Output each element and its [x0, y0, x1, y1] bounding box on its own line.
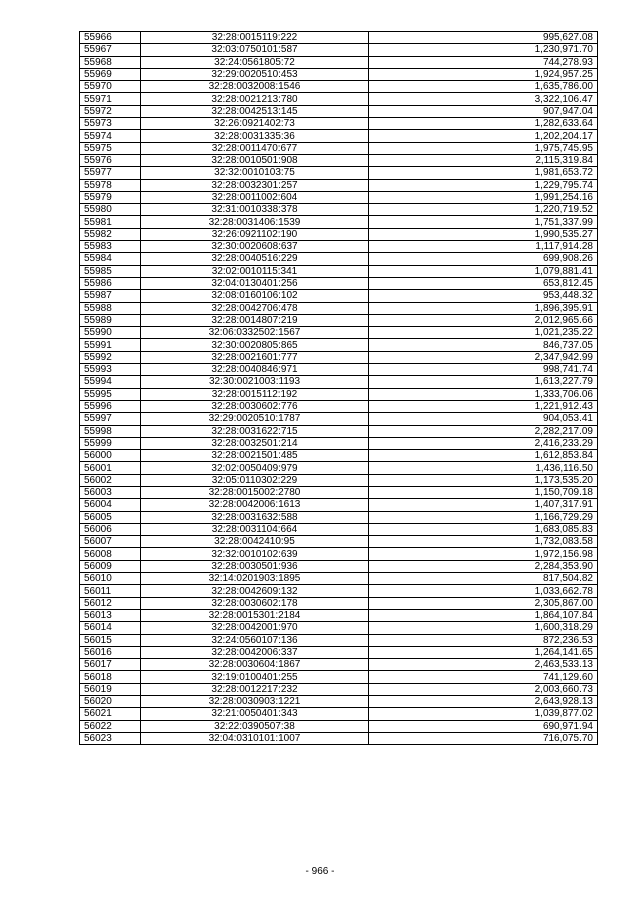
table-row — [80, 683, 598, 695]
row-id-cell: 55998 — [80, 425, 141, 437]
row-id-cell: 56006 — [80, 523, 141, 535]
cadastral-code-cell: 32:28:0015119:222 — [141, 32, 369, 44]
amount-cell: 2,012,965.66 — [369, 314, 598, 326]
amount-cell: 2,463,533.13 — [369, 659, 598, 671]
cadastral-code-cell: 32:28:0031335:36 — [141, 130, 369, 142]
amount-cell: 2,347,942.99 — [369, 351, 598, 363]
table-row — [80, 732, 598, 744]
row-id-cell: 55982 — [80, 228, 141, 240]
row-id-cell: 55985 — [80, 265, 141, 277]
row-id-cell: 55966 — [80, 32, 141, 44]
cadastral-code-cell: 32:14:0201903:1895 — [141, 573, 369, 585]
cadastral-code-cell: 32:08:0160106:102 — [141, 290, 369, 302]
cadastral-code-cell: 32:05:0110302:229 — [141, 474, 369, 486]
amount-cell: 872,236.53 — [369, 634, 598, 646]
row-id-cell: 56010 — [80, 573, 141, 585]
table-row — [80, 290, 598, 302]
amount-cell: 1,220,719.52 — [369, 204, 598, 216]
cadastral-code-cell: 32:24:0561805:72 — [141, 56, 369, 68]
table-row — [80, 167, 598, 179]
cadastral-code-cell: 32:32:0010102:639 — [141, 548, 369, 560]
cadastral-code-cell: 32:28:0021501:485 — [141, 450, 369, 462]
amount-cell: 1,990,535.27 — [369, 228, 598, 240]
cadastral-code-cell: 32:28:0030604:1867 — [141, 659, 369, 671]
table-row — [80, 450, 598, 462]
table-row — [80, 265, 598, 277]
amount-cell: 998,741.74 — [369, 364, 598, 376]
cadastral-code-cell: 32:28:0010501:908 — [141, 154, 369, 166]
amount-cell: 1,033,662.78 — [369, 585, 598, 597]
row-id-cell: 56003 — [80, 486, 141, 498]
amount-cell: 1,117,914.28 — [369, 241, 598, 253]
amount-cell: 1,896,395.91 — [369, 302, 598, 314]
row-id-cell: 55993 — [80, 364, 141, 376]
cadastral-code-cell: 32:28:0042706:478 — [141, 302, 369, 314]
row-id-cell: 55978 — [80, 179, 141, 191]
table-row — [80, 486, 598, 498]
row-id-cell: 56017 — [80, 659, 141, 671]
row-id-cell: 55994 — [80, 376, 141, 388]
cadastral-code-cell: 32:30:0021003:1193 — [141, 376, 369, 388]
amount-cell: 1,751,337.99 — [369, 216, 598, 228]
table-row — [80, 130, 598, 142]
amount-cell: 741,129.60 — [369, 671, 598, 683]
table-row — [80, 302, 598, 314]
cadastral-code-cell: 32:28:0042513:145 — [141, 105, 369, 117]
table-row — [80, 277, 598, 289]
table-row — [80, 622, 598, 634]
row-id-cell: 56020 — [80, 696, 141, 708]
row-id-cell: 56012 — [80, 597, 141, 609]
table-row — [80, 364, 598, 376]
cadastral-code-cell: 32:26:0921102:190 — [141, 228, 369, 240]
cadastral-code-cell: 32:28:0040516:229 — [141, 253, 369, 265]
cadastral-code-cell: 32:28:0031104:664 — [141, 523, 369, 535]
amount-cell: 653,812.45 — [369, 277, 598, 289]
cadastral-code-cell: 32:28:0040846:971 — [141, 364, 369, 376]
row-id-cell: 55983 — [80, 241, 141, 253]
table-row — [80, 720, 598, 732]
amount-cell: 744,278.93 — [369, 56, 598, 68]
cadastral-code-cell: 32:28:0015112:192 — [141, 388, 369, 400]
amount-cell: 2,003,660.73 — [369, 683, 598, 695]
row-id-cell: 55968 — [80, 56, 141, 68]
table-row — [80, 388, 598, 400]
cadastral-code-cell: 32:28:0042001:970 — [141, 622, 369, 634]
amount-cell: 1,635,786.00 — [369, 81, 598, 93]
amount-cell: 1,991,254.16 — [369, 191, 598, 203]
row-id-cell: 55979 — [80, 191, 141, 203]
cadastral-code-cell: 32:04:0310101:1007 — [141, 732, 369, 744]
table-row — [80, 327, 598, 339]
cadastral-code-cell: 32:28:0021601:777 — [141, 351, 369, 363]
cadastral-code-cell: 32:28:0015002:2780 — [141, 486, 369, 498]
cadastral-code-cell: 32:32:0010103:75 — [141, 167, 369, 179]
table-row — [80, 413, 598, 425]
amount-cell: 1,612,853.84 — [369, 450, 598, 462]
amount-cell: 817,504.82 — [369, 573, 598, 585]
row-id-cell: 56013 — [80, 609, 141, 621]
amount-cell: 2,643,928.13 — [369, 696, 598, 708]
cadastral-code-cell: 32:31:0010338:378 — [141, 204, 369, 216]
amount-cell: 2,115,319.84 — [369, 154, 598, 166]
row-id-cell: 56022 — [80, 720, 141, 732]
row-id-cell: 55992 — [80, 351, 141, 363]
row-id-cell: 55977 — [80, 167, 141, 179]
row-id-cell: 56018 — [80, 671, 141, 683]
amount-cell: 1,166,729.29 — [369, 511, 598, 523]
row-id-cell: 55971 — [80, 93, 141, 105]
row-id-cell: 55975 — [80, 142, 141, 154]
data-table — [79, 31, 598, 745]
amount-cell: 1,407,317.91 — [369, 499, 598, 511]
amount-cell: 2,305,867.00 — [369, 597, 598, 609]
table-row — [80, 216, 598, 228]
cadastral-code-cell: 32:28:0011002:604 — [141, 191, 369, 203]
amount-cell: 1,173,535.20 — [369, 474, 598, 486]
cadastral-code-cell: 32:30:0020608:637 — [141, 241, 369, 253]
table-row — [80, 314, 598, 326]
amount-cell: 1,924,957.25 — [369, 68, 598, 80]
cadastral-code-cell: 32:28:0032008:1546 — [141, 81, 369, 93]
row-id-cell: 55995 — [80, 388, 141, 400]
row-id-cell: 55976 — [80, 154, 141, 166]
table-row — [80, 573, 598, 585]
cadastral-code-cell: 32:02:0050409:979 — [141, 462, 369, 474]
cadastral-code-cell: 32:03:0750101:587 — [141, 44, 369, 56]
cadastral-code-cell: 32:29:0020510:1787 — [141, 413, 369, 425]
amount-cell: 1,079,881.41 — [369, 265, 598, 277]
row-id-cell: 56001 — [80, 462, 141, 474]
cadastral-code-cell: 32:28:0042609:132 — [141, 585, 369, 597]
amount-cell: 3,322,106.47 — [369, 93, 598, 105]
amount-cell: 1,150,709.18 — [369, 486, 598, 498]
amount-cell: 1,229,795.74 — [369, 179, 598, 191]
table-row — [80, 511, 598, 523]
table-row — [80, 696, 598, 708]
row-id-cell: 55990 — [80, 327, 141, 339]
row-id-cell: 56000 — [80, 450, 141, 462]
table-row — [80, 400, 598, 412]
table-row — [80, 536, 598, 548]
amount-cell: 1,021,235.22 — [369, 327, 598, 339]
row-id-cell: 55991 — [80, 339, 141, 351]
amount-cell: 995,627.08 — [369, 32, 598, 44]
table-row — [80, 118, 598, 130]
row-id-cell: 55970 — [80, 81, 141, 93]
cadastral-code-cell: 32:28:0012217:232 — [141, 683, 369, 695]
row-id-cell: 55996 — [80, 400, 141, 412]
table-row — [80, 93, 598, 105]
row-id-cell: 55999 — [80, 437, 141, 449]
table-row — [80, 44, 598, 56]
table-row — [80, 474, 598, 486]
amount-cell: 904,053.41 — [369, 413, 598, 425]
amount-cell: 1,221,912.43 — [369, 400, 598, 412]
cadastral-code-cell: 32:06:0332502:1567 — [141, 327, 369, 339]
row-id-cell: 56009 — [80, 560, 141, 572]
row-id-cell: 56021 — [80, 708, 141, 720]
amount-cell: 1,613,227.79 — [369, 376, 598, 388]
amount-cell: 953,448.32 — [369, 290, 598, 302]
table-row — [80, 462, 598, 474]
cadastral-code-cell: 32:28:0031622:715 — [141, 425, 369, 437]
cadastral-code-cell: 32:21:0050401:343 — [141, 708, 369, 720]
amount-cell: 1,981,653.72 — [369, 167, 598, 179]
amount-cell: 1,333,706.06 — [369, 388, 598, 400]
cadastral-code-cell: 32:02:0010115:341 — [141, 265, 369, 277]
cadastral-code-cell: 32:28:0011470:677 — [141, 142, 369, 154]
row-id-cell: 55988 — [80, 302, 141, 314]
amount-cell: 1,202,204.17 — [369, 130, 598, 142]
table-row — [80, 708, 598, 720]
cadastral-code-cell: 32:26:0921402:73 — [141, 118, 369, 130]
page-number: - 966 - — [305, 866, 335, 877]
row-id-cell: 56015 — [80, 634, 141, 646]
row-id-cell: 55974 — [80, 130, 141, 142]
row-id-cell: 56002 — [80, 474, 141, 486]
table-row — [80, 499, 598, 511]
row-id-cell: 55973 — [80, 118, 141, 130]
cadastral-code-cell: 32:28:0042006:1613 — [141, 499, 369, 511]
cadastral-code-cell: 32:28:0014807:219 — [141, 314, 369, 326]
cadastral-code-cell: 32:28:0042410:95 — [141, 536, 369, 548]
amount-cell: 1,972,156.98 — [369, 548, 598, 560]
table-row — [80, 68, 598, 80]
cadastral-code-cell: 32:28:0030602:776 — [141, 400, 369, 412]
row-id-cell: 55967 — [80, 44, 141, 56]
amount-cell: 1,039,877.02 — [369, 708, 598, 720]
row-id-cell: 55984 — [80, 253, 141, 265]
row-id-cell: 56014 — [80, 622, 141, 634]
cadastral-code-cell: 32:22:0390507:38 — [141, 720, 369, 732]
table-row — [80, 56, 598, 68]
amount-cell: 2,284,353.90 — [369, 560, 598, 572]
cadastral-code-cell: 32:28:0030501:936 — [141, 560, 369, 572]
cadastral-code-cell: 32:30:0020805:865 — [141, 339, 369, 351]
row-id-cell: 55987 — [80, 290, 141, 302]
amount-cell: 1,600,318.29 — [369, 622, 598, 634]
table-row — [80, 523, 598, 535]
amount-cell: 1,264,141.65 — [369, 646, 598, 658]
table-row — [80, 671, 598, 683]
amount-cell: 690,971.94 — [369, 720, 598, 732]
amount-cell: 2,282,217.09 — [369, 425, 598, 437]
amount-cell: 1,864,107.84 — [369, 609, 598, 621]
cadastral-code-cell: 32:28:0031406:1539 — [141, 216, 369, 228]
row-id-cell: 55997 — [80, 413, 141, 425]
row-id-cell: 55986 — [80, 277, 141, 289]
table-row — [80, 81, 598, 93]
table-row — [80, 32, 598, 44]
row-id-cell: 56007 — [80, 536, 141, 548]
row-id-cell: 56019 — [80, 683, 141, 695]
amount-cell: 1,282,633.64 — [369, 118, 598, 130]
table-row — [80, 560, 598, 572]
row-id-cell: 55969 — [80, 68, 141, 80]
cadastral-code-cell: 32:28:0015301:2184 — [141, 609, 369, 621]
amount-cell: 1,683,085.83 — [369, 523, 598, 535]
table-row — [80, 609, 598, 621]
amount-cell: 2,416,233.29 — [369, 437, 598, 449]
table-row — [80, 154, 598, 166]
table-row — [80, 241, 598, 253]
table-row — [80, 253, 598, 265]
cadastral-code-cell: 32:28:0030602:178 — [141, 597, 369, 609]
table-row — [80, 597, 598, 609]
row-id-cell: 56005 — [80, 511, 141, 523]
cadastral-code-cell: 32:28:0030903:1221 — [141, 696, 369, 708]
amount-cell: 716,075.70 — [369, 732, 598, 744]
table-row — [80, 646, 598, 658]
row-id-cell: 55989 — [80, 314, 141, 326]
row-id-cell: 55981 — [80, 216, 141, 228]
table-row — [80, 142, 598, 154]
table-row — [80, 191, 598, 203]
cadastral-code-cell: 32:29:0020510:453 — [141, 68, 369, 80]
cadastral-code-cell: 32:28:0042006:337 — [141, 646, 369, 658]
cadastral-code-cell: 32:24:0560107:136 — [141, 634, 369, 646]
amount-cell: 1,436,116.50 — [369, 462, 598, 474]
table-row — [80, 634, 598, 646]
row-id-cell: 55972 — [80, 105, 141, 117]
table-row — [80, 437, 598, 449]
amount-cell: 699,908.26 — [369, 253, 598, 265]
row-id-cell: 56004 — [80, 499, 141, 511]
table-row — [80, 425, 598, 437]
cadastral-code-cell: 32:28:0032501:214 — [141, 437, 369, 449]
table-row — [80, 376, 598, 388]
table-body — [80, 32, 598, 745]
amount-cell: 1,732,083.58 — [369, 536, 598, 548]
amount-cell: 846,737.05 — [369, 339, 598, 351]
cadastral-code-cell: 32:19:0100401:255 — [141, 671, 369, 683]
table-row — [80, 585, 598, 597]
table-row — [80, 105, 598, 117]
amount-cell: 1,230,971.70 — [369, 44, 598, 56]
table-row — [80, 659, 598, 671]
amount-cell: 907,947.04 — [369, 105, 598, 117]
amount-cell: 1,975,745.95 — [369, 142, 598, 154]
cadastral-code-cell: 32:28:0031632:588 — [141, 511, 369, 523]
table-row — [80, 339, 598, 351]
cadastral-code-cell: 32:28:0021213:780 — [141, 93, 369, 105]
cadastral-code-cell: 32:28:0032301:257 — [141, 179, 369, 191]
table-row — [80, 228, 598, 240]
row-id-cell: 56008 — [80, 548, 141, 560]
row-id-cell: 56016 — [80, 646, 141, 658]
table-row — [80, 204, 598, 216]
cadastral-code-cell: 32:04:0130401:256 — [141, 277, 369, 289]
table-row — [80, 548, 598, 560]
row-id-cell: 55980 — [80, 204, 141, 216]
table-row — [80, 179, 598, 191]
table-row — [80, 351, 598, 363]
row-id-cell: 56011 — [80, 585, 141, 597]
row-id-cell: 56023 — [80, 732, 141, 744]
